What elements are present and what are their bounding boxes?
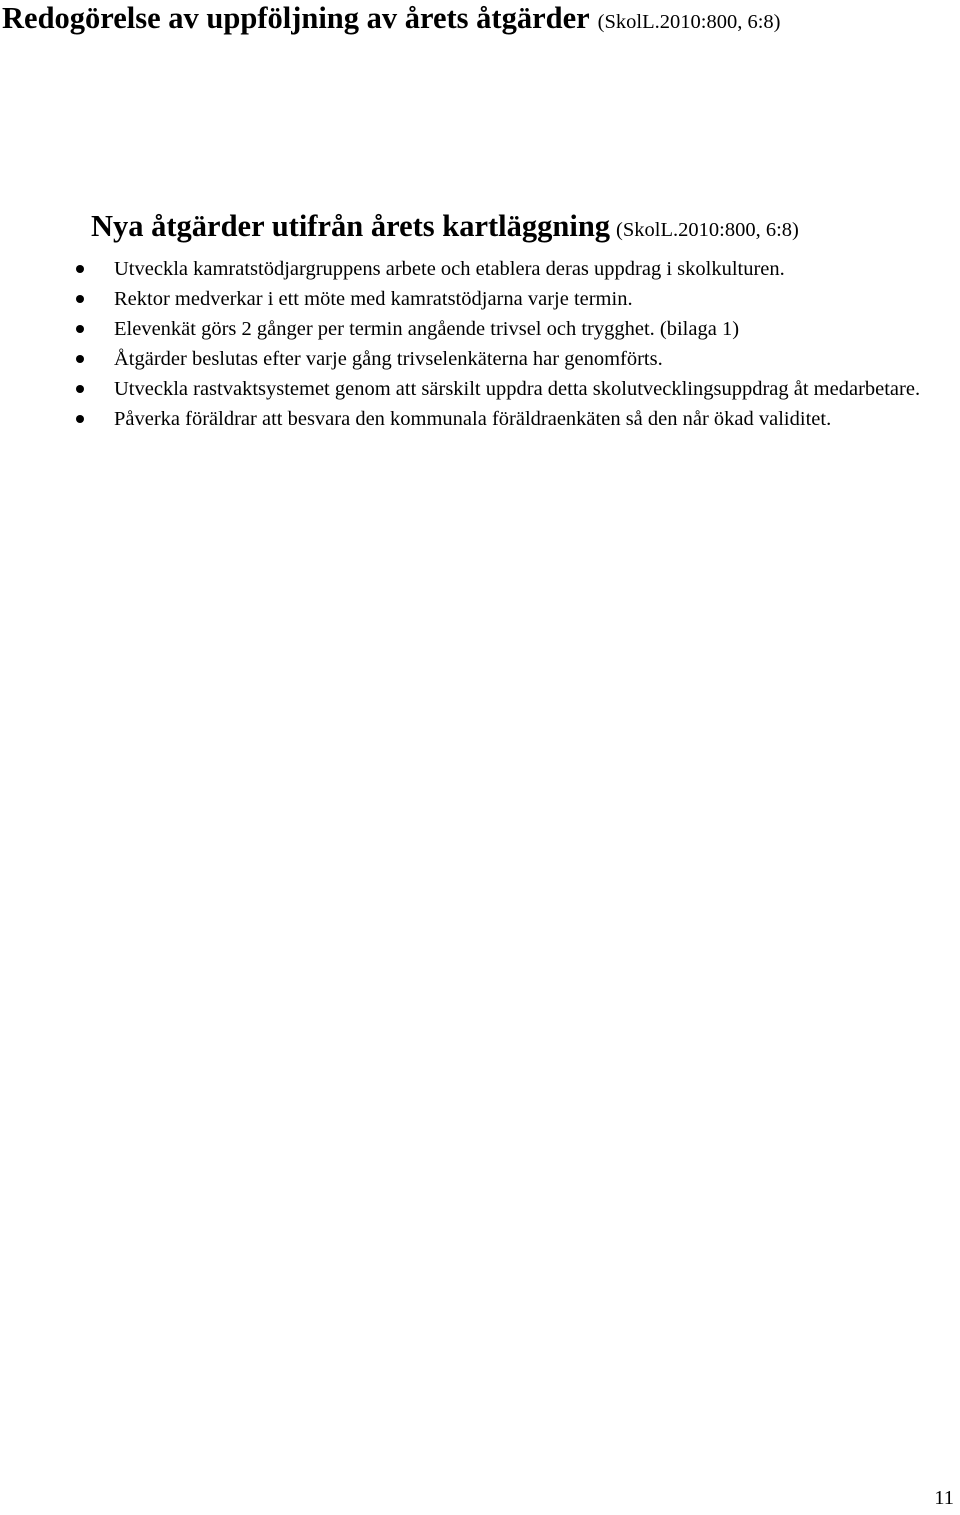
section-heading-new-measures-title: Nya åtgärder utifrån årets kartläggning — [91, 209, 611, 243]
list-item — [0, 314, 960, 344]
bullet-icon — [76, 265, 84, 273]
bullet-icon — [76, 325, 84, 333]
section-heading-new-measures — [91, 209, 799, 247]
bullet-icon — [76, 295, 84, 303]
list-item-text: Utveckla rastvaktsystemet genom att särskilt uppdra detta skolutvecklingsuppdrag åt medarbetare. — [114, 378, 921, 400]
list-item — [0, 374, 960, 404]
list-item-text: Utveckla kamratstödjargruppens arbete och etablera deras uppdrag i skolkulturen. — [114, 258, 785, 280]
list-item — [0, 344, 960, 374]
section-heading-follow-up-title: Redogörelse av uppföljning av årets åtgärder — [2, 1, 590, 35]
section-heading-new-measures-reference: (SkolL.2010:800, 6:8) — [616, 219, 799, 241]
list-item-text: Påverka föräldrar att besvara den kommunala föräldraenkäten så den når ökad validitet. — [114, 408, 832, 430]
section-heading-follow-up — [2, 0, 780, 39]
bullet-icon — [76, 385, 84, 393]
bullet-icon — [76, 415, 84, 423]
bullet-icon — [76, 355, 84, 363]
measures-list — [0, 254, 960, 434]
list-item — [0, 404, 960, 434]
list-item — [0, 284, 960, 314]
page-number: 11 — [934, 1487, 954, 1509]
section-heading-follow-up-reference: (SkolL.2010:800, 6:8) — [597, 11, 781, 33]
list-item-text: Rektor medverkar i ett möte med kamratstödjarna varje termin. — [114, 288, 633, 310]
list-item-text: Elevenkät görs 2 gånger per termin angående trivsel och trygghet. (bilaga 1) — [114, 318, 740, 340]
list-item-text: Åtgärder beslutas efter varje gång trivselenkäterna har genomförts. — [114, 348, 663, 370]
list-item — [0, 254, 960, 284]
